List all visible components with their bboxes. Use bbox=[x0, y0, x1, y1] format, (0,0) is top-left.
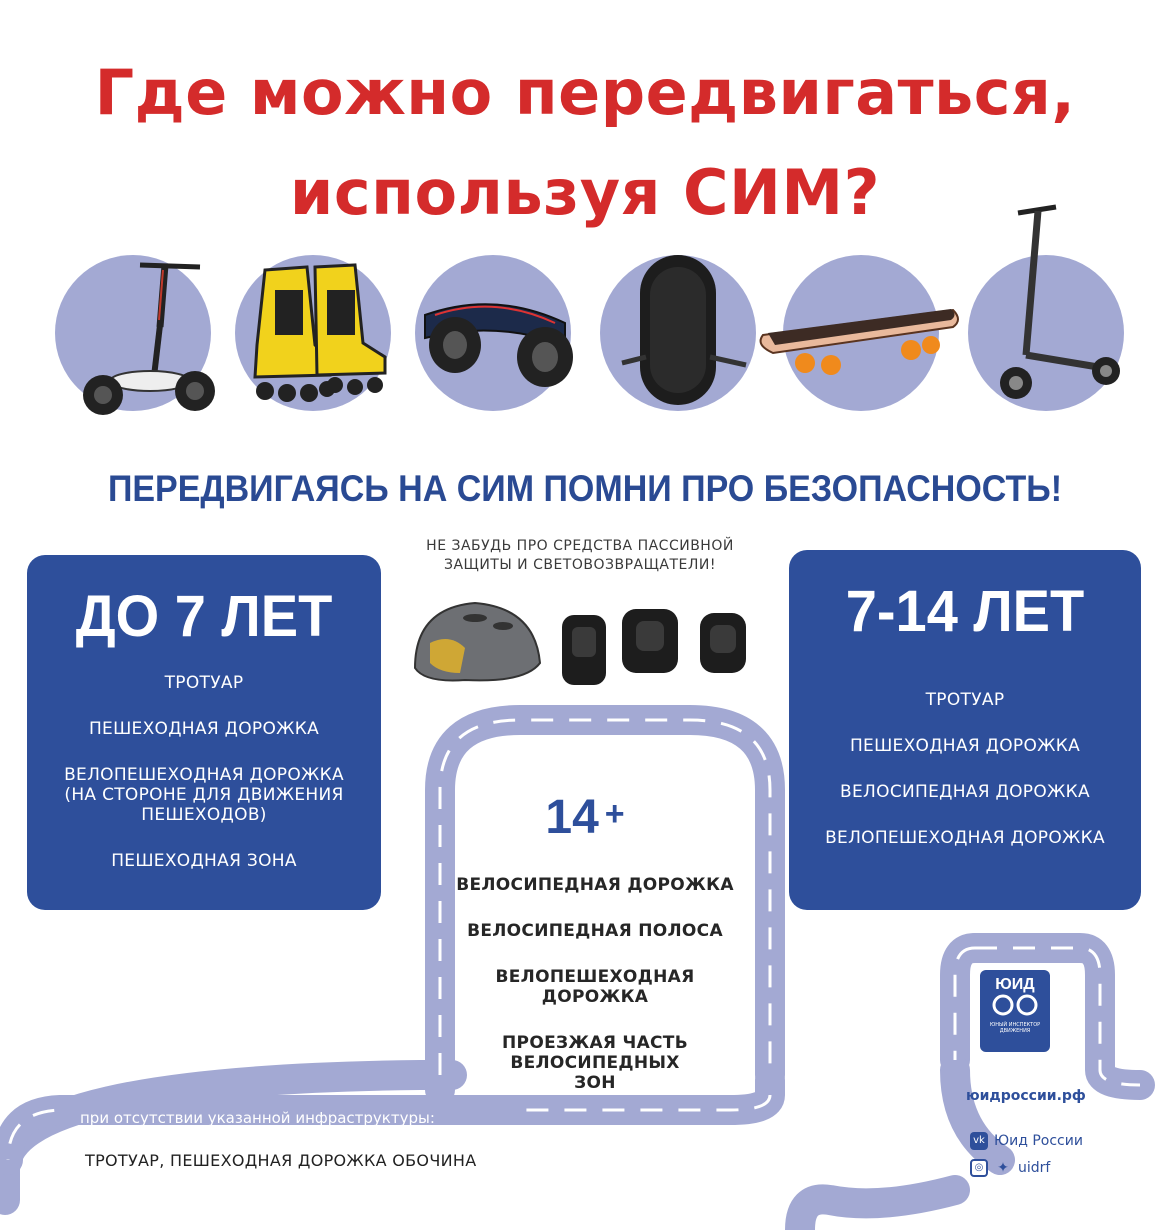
website-link[interactable]: юидроссии.рф bbox=[966, 1088, 1086, 1104]
main-title-line-1: Где можно передвигаться, bbox=[94, 56, 1076, 129]
vk-label: Юид России bbox=[994, 1133, 1083, 1149]
logo-name: ЮИД bbox=[995, 976, 1035, 993]
age-7-14-box bbox=[789, 550, 1141, 910]
safety-heading: ПЕРЕДВИГАЯСЬ НА СИМ ПОМНИ ПРО БЕЗОПАСНОСТЬ! bbox=[107, 468, 1063, 510]
age-7-14-title: 7-14 ЛЕТ bbox=[845, 577, 1085, 644]
bicycle-icon bbox=[990, 994, 1040, 1016]
list-item: ПРОЕЗЖАЯ ЧАСТЬ ВЕЛОСИПЕДНЫХ ЗОН bbox=[502, 1033, 688, 1093]
age-14-plus-sign: + bbox=[604, 795, 625, 833]
instagram-icon: ◎ bbox=[970, 1159, 988, 1177]
list-item: ВЕЛОПЕШЕХОДНАЯ ДОРОЖКА (НА СТОРОНЕ ДЛЯ ДВИЖЕНИЯ ПЕШЕХОДОВ) bbox=[64, 765, 344, 825]
age-14-plus-list bbox=[440, 875, 750, 1119]
instagram-twitter-link[interactable] bbox=[970, 1159, 1050, 1177]
list-item: ВЕЛОПЕШЕХОДНАЯ ДОРОЖКА bbox=[495, 967, 695, 1007]
list-item: ТРОТУАР bbox=[164, 673, 244, 693]
age-14-number: 14 bbox=[545, 791, 599, 844]
list-item: ВЕЛОПЕШЕХОДНАЯ ДОРОЖКА bbox=[825, 828, 1105, 848]
list-item: ПЕШЕХОДНАЯ ДОРОЖКА bbox=[88, 719, 320, 739]
list-item: ПЕШЕХОДНАЯ ЗОНА bbox=[111, 851, 297, 871]
under-7-title: ДО 7 ЛЕТ bbox=[75, 582, 333, 649]
social-handle: uidrf bbox=[1018, 1160, 1051, 1176]
under-7-list bbox=[27, 673, 381, 897]
list-item: ПЕШЕХОДНАЯ ДОРОЖКА bbox=[849, 736, 1081, 756]
no-infrastructure-label: при отсутствии указанной инфраструктуры: bbox=[80, 1109, 435, 1127]
list-item: ВЕЛОСИПЕДНАЯ ДОРОЖКА bbox=[456, 875, 734, 895]
main-title-line-2: используя СИМ? bbox=[289, 156, 881, 229]
age-14-plus-title bbox=[520, 790, 650, 845]
list-item: ТРОТУАР bbox=[925, 690, 1005, 710]
twitter-icon: ✦ bbox=[997, 1160, 1009, 1176]
vk-icon: vk bbox=[970, 1132, 988, 1150]
age-7-14-list bbox=[789, 690, 1141, 874]
list-item: ВЕЛОСИПЕДНАЯ ПОЛОСА bbox=[467, 921, 723, 941]
yuid-logo bbox=[980, 970, 1050, 1052]
no-infrastructure-text: ТРОТУАР, ПЕШЕХОДНАЯ ДОРОЖКА ОБОЧИНА bbox=[85, 1151, 477, 1170]
protection-note-line-2: ЗАЩИТЫ И СВЕТОВОЗВРАЩАТЕЛИ! bbox=[443, 557, 717, 573]
protection-note-line-1: НЕ ЗАБУДЬ ПРО СРЕДСТВА ПАССИВНОЙ bbox=[426, 538, 734, 554]
list-item: ВЕЛОСИПЕДНАЯ ДОРОЖКА bbox=[840, 782, 1090, 802]
under-7-box bbox=[27, 555, 381, 910]
vk-link[interactable] bbox=[970, 1132, 1083, 1150]
logo-subtitle: ЮНЫЙ ИНСПЕКТОР ДВИЖЕНИЯ bbox=[989, 1022, 1041, 1034]
